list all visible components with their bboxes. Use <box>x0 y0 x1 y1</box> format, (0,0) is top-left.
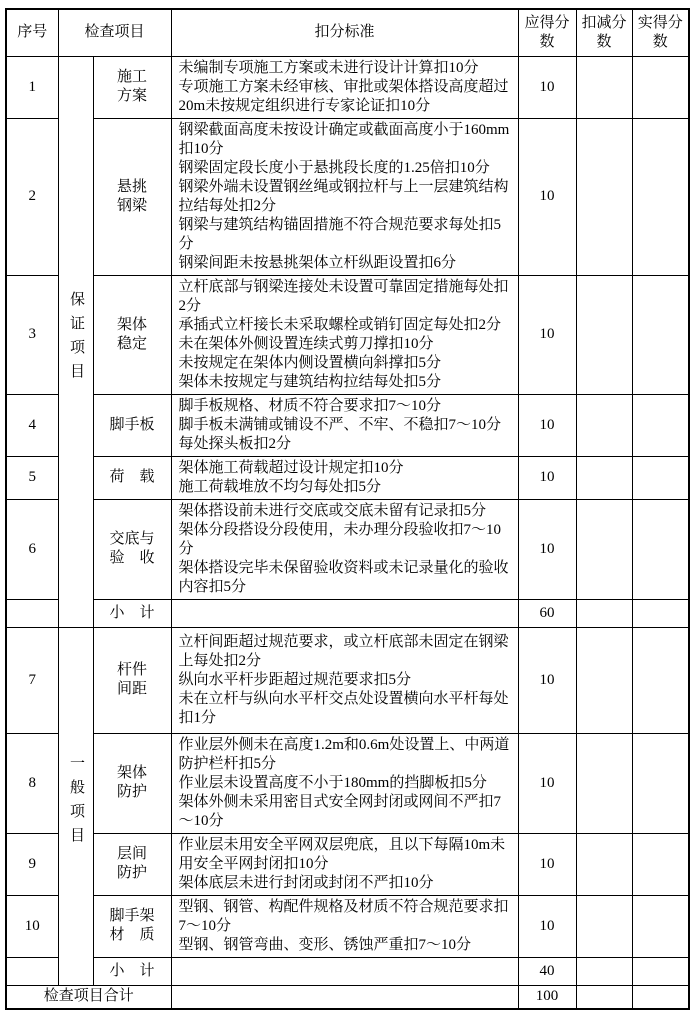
group-label-guarantee: 保证项目 <box>68 290 84 387</box>
item-name: 施工 方案 <box>93 56 171 118</box>
total-label: 检查项目合计 <box>6 985 171 1009</box>
due-score-cell: 100 <box>518 985 576 1009</box>
criterion-line: 架体施工荷载超过设计规定扣10分 <box>178 459 404 476</box>
criterion-line: 架体未按规定与建筑结构拉结每处扣5分 <box>178 373 442 390</box>
row-number-empty <box>6 599 58 627</box>
criteria-cell <box>171 275 518 394</box>
deduct-score-cell <box>576 56 632 118</box>
item-name: 交底与 验 收 <box>93 499 171 599</box>
criteria-cell-empty <box>171 985 518 1009</box>
criteria-cell <box>171 733 518 833</box>
header-due-score: 应得分数 <box>518 9 576 56</box>
due-score-cell: 10 <box>518 833 576 895</box>
actual-score-cell <box>632 599 689 627</box>
criterion-line: 作业层外侧未在高度1.2m和0.6m处设置上、中两道防护栏杆扣5分 <box>178 736 510 772</box>
actual-score-cell <box>632 499 689 599</box>
table-row <box>6 56 689 118</box>
header-criteria: 扣分标准 <box>171 9 518 56</box>
criterion-line: 未在架体外侧设置连续式剪刀撑扣10分 <box>178 335 434 352</box>
item-name: 荷 载 <box>93 456 171 499</box>
row-number: 6 <box>6 499 58 599</box>
due-score-cell: 10 <box>518 456 576 499</box>
table-row <box>6 499 689 599</box>
group-cell-general <box>58 627 93 985</box>
deduct-score-cell <box>576 733 632 833</box>
due-score-cell: 10 <box>518 627 576 733</box>
deduct-score-cell <box>576 833 632 895</box>
group-cell-guarantee <box>58 56 93 627</box>
criterion-line: 架体搭设完毕未保留验收资料或未记录量化的验收内容扣5分 <box>178 559 509 595</box>
criterion-line: 钢梁间距未按悬挑架体立杆纵距设置扣6分 <box>178 254 457 271</box>
item-name: 层间 防护 <box>93 833 171 895</box>
deduct-score-cell <box>576 599 632 627</box>
due-score-cell: 10 <box>518 733 576 833</box>
deduct-score-cell <box>576 895 632 957</box>
subtotal-row-general <box>6 957 689 985</box>
header-item: 检查项目 <box>58 9 171 56</box>
criterion-line: 脚手板未满铺或铺设不严、不牢、不稳扣7～10分 <box>178 416 502 433</box>
criterion-line: 未按规定在架体内侧设置横向斜撑扣5分 <box>178 354 442 371</box>
criterion-line: 立杆间距超过规范要求，或立杆底部未固定在钢梁上每处扣2分 <box>178 633 509 669</box>
criterion-line: 作业层未设置高度不小于180mm的挡脚板扣5分 <box>178 774 487 791</box>
deduct-score-cell <box>576 394 632 456</box>
subtotal-label: 小 计 <box>93 599 171 627</box>
criterion-line: 未在立杆与纵向水平杆交点处设置横向水平杆每处扣1分 <box>178 690 509 726</box>
deduct-score-cell <box>576 985 632 1009</box>
deduct-score-cell <box>576 957 632 985</box>
header-no: 序号 <box>6 9 58 56</box>
criterion-line: 架体底层未进行封闭或封闭不严扣10分 <box>178 874 434 891</box>
criteria-cell <box>171 118 518 275</box>
criteria-cell <box>171 499 518 599</box>
due-score-cell: 10 <box>518 394 576 456</box>
group-label-general: 一般项目 <box>68 755 84 851</box>
table-row <box>6 895 689 957</box>
table-row <box>6 275 689 394</box>
actual-score-cell <box>632 895 689 957</box>
due-score-cell: 10 <box>518 118 576 275</box>
row-number: 5 <box>6 456 58 499</box>
header-actual-score: 实得分数 <box>632 9 689 56</box>
due-score-cell: 40 <box>518 957 576 985</box>
criterion-line: 钢梁外端未设置钢丝绳或钢拉杆与上一层建筑结构拉结每处扣2分 <box>178 178 509 214</box>
item-name: 脚手架 材 质 <box>93 895 171 957</box>
deduct-score-cell <box>576 275 632 394</box>
due-score-cell: 10 <box>518 895 576 957</box>
criteria-cell <box>171 895 518 957</box>
subtotal-label: 小 计 <box>93 957 171 985</box>
actual-score-cell <box>632 833 689 895</box>
actual-score-cell <box>632 627 689 733</box>
actual-score-cell <box>632 733 689 833</box>
criterion-line: 立杆底部与钢梁连接处未设置可靠固定措施每处扣2分 <box>178 278 509 314</box>
criterion-line: 型钢、钢管、构配件规格及材质不符合规范要求扣7～10分 <box>178 898 509 934</box>
item-name: 杆件 间距 <box>93 627 171 733</box>
deduct-score-cell <box>576 499 632 599</box>
criterion-line: 架体外侧未采用密目式安全网封闭或网间不严扣7～10分 <box>178 793 502 829</box>
actual-score-cell <box>632 985 689 1009</box>
row-number: 9 <box>6 833 58 895</box>
criteria-cell <box>171 394 518 456</box>
item-name: 悬挑 钢梁 <box>93 118 171 275</box>
actual-score-cell <box>632 56 689 118</box>
criteria-cell <box>171 456 518 499</box>
table-row <box>6 456 689 499</box>
deduct-score-cell <box>576 118 632 275</box>
row-number: 4 <box>6 394 58 456</box>
row-number: 10 <box>6 895 58 957</box>
due-score-cell: 60 <box>518 599 576 627</box>
inspection-score-table <box>5 8 690 1010</box>
actual-score-cell <box>632 957 689 985</box>
actual-score-cell <box>632 394 689 456</box>
subtotal-row-guarantee <box>6 599 689 627</box>
criteria-cell-empty <box>171 957 518 985</box>
row-number: 3 <box>6 275 58 394</box>
criterion-line: 施工荷载堆放不均匀每处扣5分 <box>178 478 382 495</box>
criterion-line: 架体分段搭设分段使用，未办理分段验收扣7～10分 <box>178 521 502 557</box>
criterion-line: 每处探头板扣2分 <box>178 435 292 452</box>
criterion-line: 钢梁截面高度未按设计确定或截面高度小于160mm扣10分 <box>178 121 510 157</box>
criterion-line: 钢梁固定段长度小于悬挑段长度的1.25倍扣10分 <box>178 159 490 176</box>
item-name: 架体 稳定 <box>93 275 171 394</box>
criterion-line: 钢梁与建筑结构锚固措施不符合规范要求每处扣5分 <box>178 216 502 252</box>
criterion-line: 承插式立杆接长未采取螺栓或销钉固定每处扣2分 <box>178 316 502 333</box>
due-score-cell: 10 <box>518 56 576 118</box>
item-name: 架体 防护 <box>93 733 171 833</box>
table-row <box>6 118 689 275</box>
criteria-cell-empty <box>171 599 518 627</box>
table-row <box>6 394 689 456</box>
header-row <box>6 9 689 56</box>
row-number: 8 <box>6 733 58 833</box>
criterion-line: 作业层未用安全平网双层兜底，且以下每隔10m未用安全平网封闭扣10分 <box>178 836 506 872</box>
deduct-score-cell <box>576 456 632 499</box>
total-row <box>6 985 689 1009</box>
criterion-line: 纵向水平杆步距超过规范要求扣5分 <box>178 671 412 688</box>
row-number-empty <box>6 957 58 985</box>
table-row <box>6 833 689 895</box>
due-score-cell: 10 <box>518 275 576 394</box>
deduct-score-cell <box>576 627 632 733</box>
table-row <box>6 733 689 833</box>
row-number: 1 <box>6 56 58 118</box>
due-score-cell: 10 <box>518 499 576 599</box>
criterion-line: 型钢、钢管弯曲、变形、锈蚀严重扣7～10分 <box>178 936 472 953</box>
criterion-line: 脚手板规格、材质不符合要求扣7～10分 <box>178 397 442 414</box>
table-row <box>6 627 689 733</box>
criteria-cell <box>171 833 518 895</box>
criteria-cell <box>171 56 518 118</box>
criteria-cell <box>171 627 518 733</box>
criterion-line: 架体搭设前未进行交底或交底未留有记录扣5分 <box>178 502 487 519</box>
criterion-line: 专项施工方案未经审核、审批或架体搭设高度超过20m未按规定组织进行专家论证扣10分 <box>178 78 509 114</box>
actual-score-cell <box>632 118 689 275</box>
header-deduct-score: 扣减分数 <box>576 9 632 56</box>
criterion-line: 未编制专项施工方案或未进行设计计算扣10分 <box>178 59 479 76</box>
actual-score-cell <box>632 275 689 394</box>
actual-score-cell <box>632 456 689 499</box>
row-number: 2 <box>6 118 58 275</box>
row-number: 7 <box>6 627 58 733</box>
item-name: 脚手板 <box>93 394 171 456</box>
